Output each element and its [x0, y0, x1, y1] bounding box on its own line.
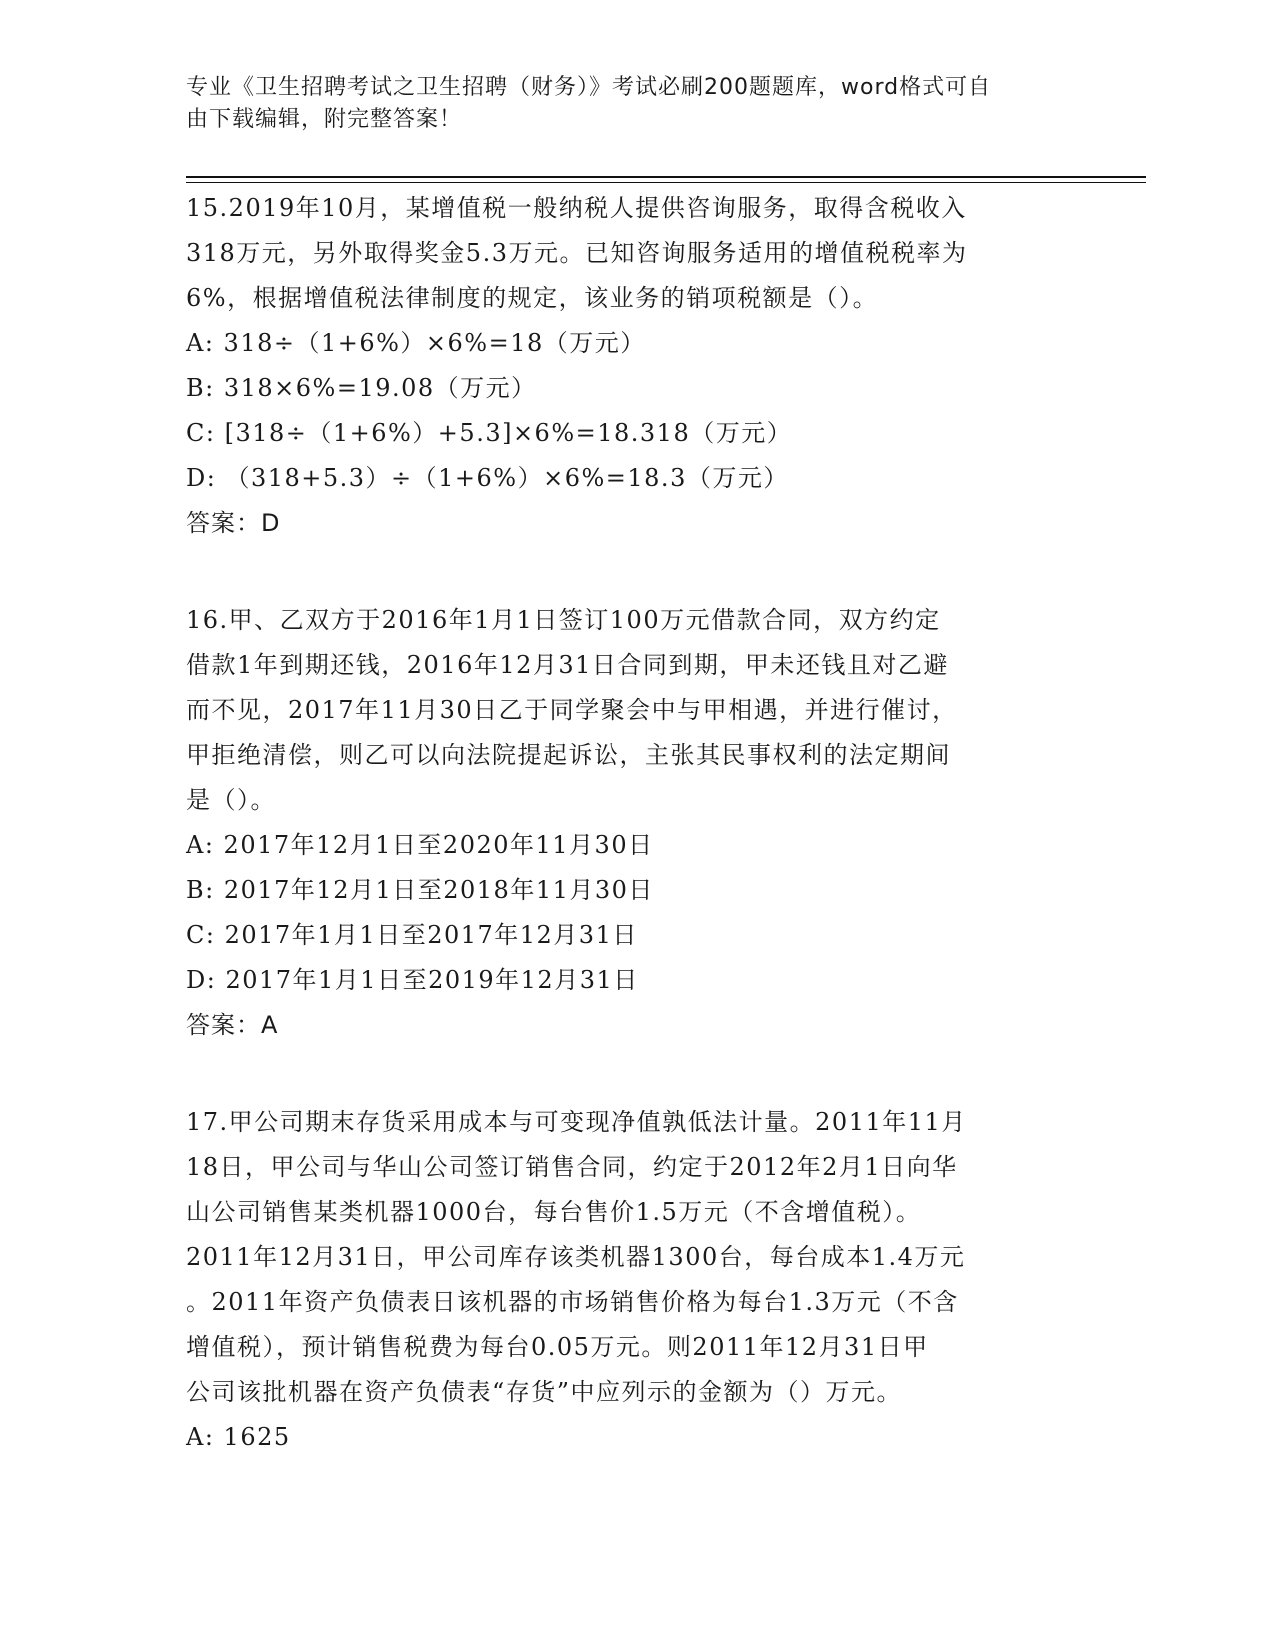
header-divider-thin	[186, 182, 1146, 183]
answer-label: 答案：D	[186, 509, 281, 537]
question-text-line: 山公司销售某类机器1000台，每台售价1.5万元（不含增值税）。	[186, 1198, 922, 1226]
question-text-line: 16.甲、乙双方于2016年1月1日签订100万元借款合同，双方约定	[186, 606, 941, 634]
document-header	[186, 72, 1066, 136]
question-text-line: 。2011年资产负债表日该机器的市场销售价格为每台1.3万元（不含	[186, 1288, 959, 1316]
question-text-line: 18日，甲公司与华山公司签订销售合同，约定于2012年2月1日向华	[186, 1153, 958, 1181]
option-c: C: 2017年1月1日至2017年12月31日	[186, 921, 638, 949]
question-text-line: 318万元，另外取得奖金5.3万元。已知咨询服务适用的增值税税率为	[186, 239, 968, 267]
option-a: A: 318÷（1+6%）×6%=18（万元）	[186, 329, 646, 357]
question-spacer	[186, 1048, 1086, 1100]
question-15	[186, 186, 1086, 546]
answer-label: 答案：A	[186, 1011, 279, 1039]
question-text-line: 甲拒绝清偿，则乙可以向法院提起诉讼，主张其民事权利的法定期间	[186, 741, 951, 769]
question-16	[186, 598, 1086, 1048]
option-a: A: 1625	[186, 1423, 291, 1451]
option-b: B: 318×6%=19.08（万元）	[186, 374, 537, 402]
header-line-2: 由下载编辑，附完整答案！	[186, 107, 463, 132]
question-text-line: 17.甲公司期末存货采用成本与可变现净值孰低法计量。2011年11月	[186, 1108, 967, 1136]
question-text-line: 15.2019年10月，某增值税一般纳税人提供咨询服务，取得含税收入	[186, 194, 967, 222]
option-a: A: 2017年12月1日至2020年11月30日	[186, 831, 654, 859]
option-d: D: 2017年1月1日至2019年12月31日	[186, 966, 639, 994]
option-d: D: （318+5.3）÷（1+6%）×6%=18.3（万元）	[186, 464, 789, 492]
question-spacer	[186, 546, 1086, 598]
question-text-line: 公司该批机器在资产负债表“存货”中应列示的金额为（）万元。	[186, 1378, 903, 1406]
question-17	[186, 1100, 1086, 1460]
option-b: B: 2017年12月1日至2018年11月30日	[186, 876, 654, 904]
question-text-line: 借款1年到期还钱，2016年12月31日合同到期，甲未还钱且对乙避	[186, 651, 949, 679]
question-text-line: 而不见，2017年11月30日乙于同学聚会中与甲相遇，并进行催讨，	[186, 696, 958, 724]
header-line-1: 专业《卫生招聘考试之卫生招聘（财务）》考试必刷200题题库，word格式可自	[186, 75, 992, 100]
header-divider-thick	[186, 176, 1146, 178]
question-text-line: 是（）。	[186, 786, 276, 814]
question-text-line: 增值税），预计销售税费为每台0.05万元。则2011年12月31日甲	[186, 1333, 929, 1361]
question-list	[186, 186, 1086, 1460]
option-c: C: [318÷（1+6%）+5.3]×6%=18.318（万元）	[186, 419, 793, 447]
question-text-line: 2011年12月31日，甲公司库存该类机器1300台，每台成本1.4万元	[186, 1243, 966, 1271]
question-text-line: 6%，根据增值税法律制度的规定，该业务的销项税额是（）。	[186, 284, 879, 312]
